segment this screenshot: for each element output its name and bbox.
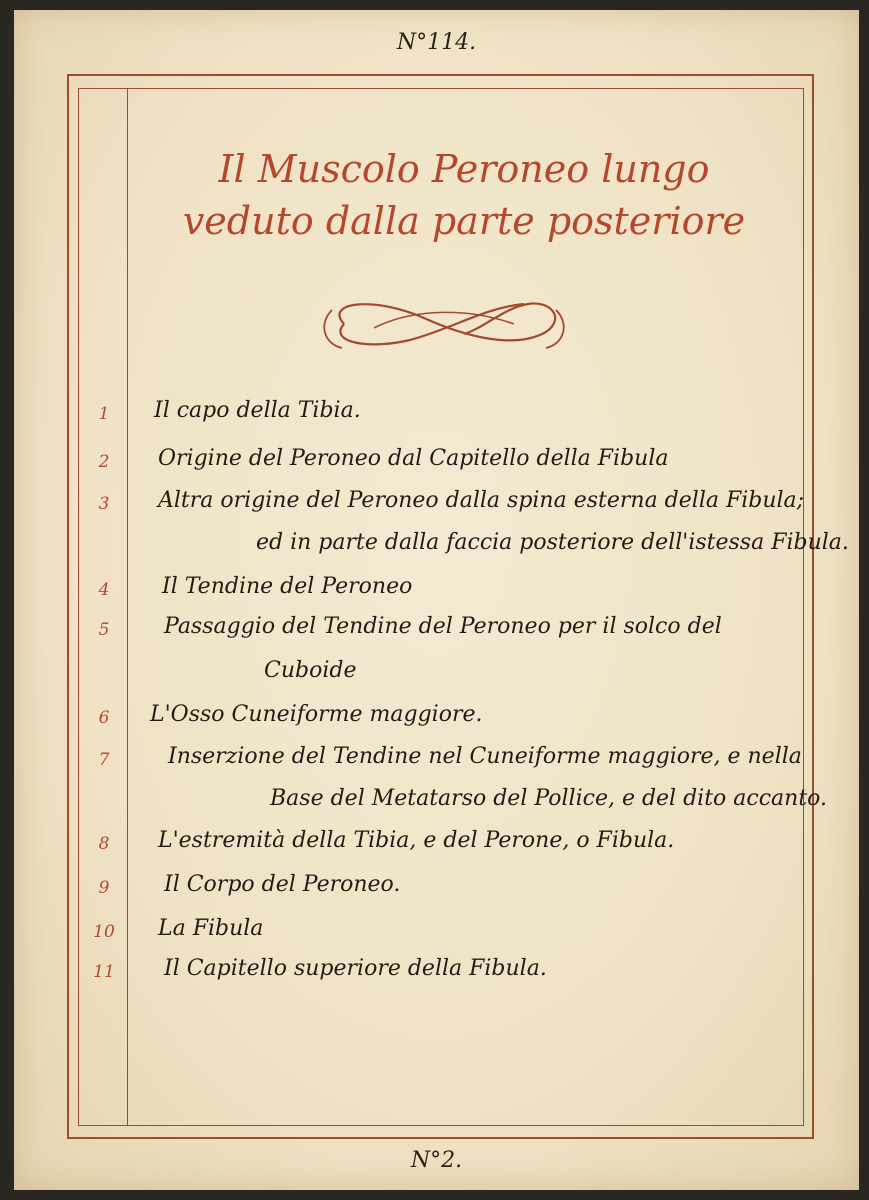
entry-text: Il Tendine del Peroneo (162, 574, 413, 599)
entry-number: 9 (98, 878, 110, 898)
entry-text: Base del Metatarso del Pollice, e del dito accanto. (270, 786, 828, 811)
entry-text: La Fibula (158, 916, 264, 941)
manuscript-page (14, 10, 859, 1190)
margin-rule (127, 88, 128, 1126)
entry-text: Il Capitello superiore della Fibula. (164, 956, 547, 981)
entry-text: Il Corpo del Peroneo. (164, 872, 401, 897)
entry-number: 5 (98, 620, 110, 640)
entry-text: Cuboide (264, 658, 357, 683)
entry-text: L'estremità della Tibia, e del Perone, o Fibula. (158, 828, 675, 853)
entry-text: ed in parte dalla faccia posteriore dell'istessa Fibula. (256, 530, 849, 555)
entry-number: 2 (98, 452, 110, 472)
entry-text: L'Osso Cuneiforme maggiore. (150, 702, 483, 727)
folio-number-top: N°114. (396, 30, 477, 55)
entry-text: Altra origine del Peroneo dalla spina esterna della Fibula; (158, 488, 805, 513)
entry-text: Passaggio del Tendine del Peroneo per il solco del (164, 614, 722, 639)
entry-number: 10 (93, 922, 115, 942)
entry-number: 8 (98, 834, 110, 854)
entry-number: 11 (93, 962, 115, 982)
entry-text: Origine del Peroneo dal Capitello della Fibula (158, 446, 669, 471)
entry-number: 7 (98, 750, 110, 770)
calligraphic-flourish (314, 288, 574, 360)
entry-text: Il capo della Tibia. (154, 398, 361, 423)
entry-number: 1 (98, 404, 110, 424)
entry-number: 4 (98, 580, 110, 600)
folio-number-bottom: N°2. (410, 1148, 463, 1173)
entry-number: 3 (98, 494, 110, 514)
entry-text: Inserzione del Tendine nel Cuneiforme maggiore, e nella (168, 744, 802, 769)
entry-number: 6 (98, 708, 110, 728)
page-title-line-2: veduto dalla parte posteriore (182, 199, 746, 243)
page-title-line-1: Il Muscolo Peroneo lungo (218, 147, 710, 191)
